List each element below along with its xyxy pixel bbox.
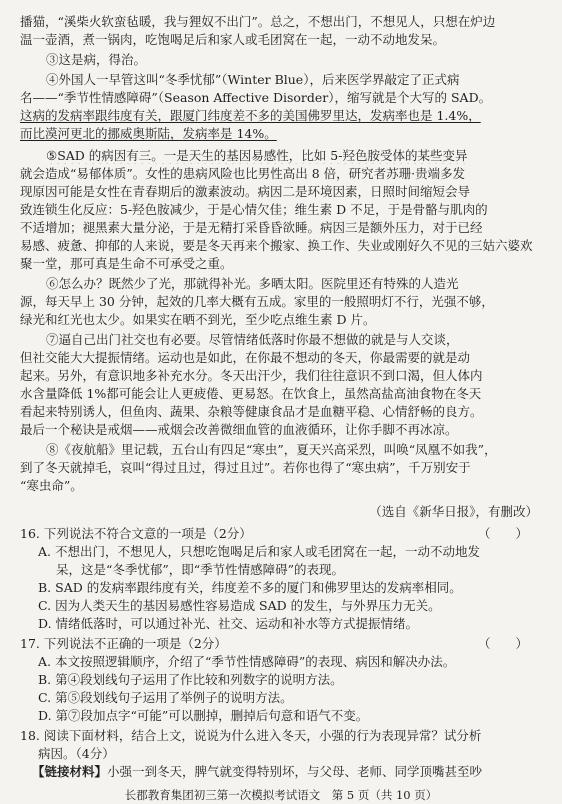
- option-d: D. 第⑦段加点字“可能”可以删掉，删掉后句意和语气不变。: [38, 708, 369, 723]
- passage-line: 不适增加；褪黑素大量分泌，于是无精打采昏昏欲睡。病因三是额外压力，对于已经: [20, 220, 483, 235]
- passage-line: 聚一堂，那可真是生命不可承受之重。: [20, 256, 233, 271]
- option-b: B. SAD 的发病率跟纬度有关，纬度差不多的厦门和佛罗里达的发病率相同。: [38, 580, 462, 595]
- option-c: C. 第⑤段划线句子运用了举例子的说明方法。: [38, 690, 293, 705]
- passage-line: 现原因可能是女性在青春期后的激素波动。病因二是环境因素，日照时间缩短会导: [20, 184, 471, 199]
- question-18-stem: 18. 阅读下面材料，结合上文，说说为什么进入冬天，小强的行为表现异常？试分析: [20, 728, 482, 743]
- passage-line: “寒虫命”。: [20, 478, 83, 493]
- option-d: D. 情绪低落时，可以通过补光、社交、运动和补水等方式提振情绪。: [38, 616, 419, 631]
- question-17-stem: 17. 下列说法不正确的一项是（2分）: [20, 636, 227, 651]
- passage-line: 起来。另外，有意识地多补充水分。冬天出汗少，我们往往意识不到口渴，但人体内: [20, 368, 483, 383]
- material-tag: 【链接材料】: [32, 764, 108, 779]
- option-b: B. 第④段划线句子运用了作比较和列数字的说明方法。: [38, 672, 343, 687]
- question-18-stem-cont: 病因。（4分）: [38, 746, 115, 761]
- option-c: C. 因为人类天生的基因易感性容易造成 SAD 的发生，与外界压力无关。: [38, 598, 441, 613]
- passage-line: 名——“季节性情感障碍”（Season Affective Disorder），缩写就是个大写的 SAD。: [20, 90, 492, 105]
- paragraph-4: ④外国人一早管这叫“冬季忧郁”（Winter Blue），后来医学界敲定了正式病: [46, 72, 460, 87]
- paragraph-7: ⑦逼自己出门社交也有必要。尽管情绪低落时你最不想做的就是与人交谈，: [46, 332, 459, 347]
- answer-paren: （ ）: [478, 636, 529, 651]
- underlined-sentence: 这病的发病率跟纬度有关，跟厦门纬度差不多的美国佛罗里达，发病率也是 1.4%，: [20, 108, 481, 123]
- question-16-stem: 16. 下列说法不符合文意的一项是（2分）: [20, 526, 252, 541]
- page-footer: 长郡教育集团初三第一次模拟考试语文 第 5 页（共 10 页）: [124, 788, 438, 802]
- source-citation: （选自《新华日报》，有删改）: [369, 504, 538, 519]
- passage-line: 致连锁生化反应：5-羟色胺减少，于是心情欠佳；维生素 D 不足，于是骨骼与肌肉的: [20, 202, 488, 217]
- passage-line: 绿光和红光也太少。如果实在晒不到光，至少吃点维生素 D 片。: [20, 312, 376, 327]
- passage-line: 易感、疲惫、抑郁的人来说，要是冬天再来个搬家、换工作、失业或刚好久不见的三姑六婆欢: [20, 238, 533, 253]
- passage-line: 水含量降低 1%都可能会让人更疲倦、更易怒。在饮食上，虽然高盐高油食物在冬天: [20, 386, 482, 401]
- option-a: A. 不想出门，不想见人，只想吃饱喝足后和家人或毛团窝在一起，一动不动地发: [38, 544, 480, 559]
- linked-material: [32, 764, 540, 780]
- paragraph-5: ⑤SAD 的病因有三。一是天生的基因易感性，比如 5-羟色胺受体的某些变异: [46, 148, 468, 163]
- passage-line: 就会造成“易郁体质”。女性的患病风险也比男性高出 8 倍，研究者苏珊·贵端多发: [20, 166, 466, 181]
- underlined-sentence: 而比漠河更北的挪威奥斯陆，发病率是 14%。: [20, 126, 277, 141]
- option-a: A. 本文按照逻辑顺序，介绍了“季节性情感障碍”的表现、病因和解决办法。: [38, 654, 456, 669]
- passage-line: 看起来特别诱人，但鱼肉、蔬果、杂粮等健康食品才是血糖平稳、心情舒畅的良方。: [20, 404, 483, 419]
- paragraph-8: ⑧《夜航船》里记载，五台山有四足“寒虫”，夏天兴高采烈，叫唤“凤凰不如我”，: [46, 442, 497, 457]
- passage-line: 但社交能大大提振情绪。运动也是如此，在你最不想动的冬天，你最需要的就是动: [20, 350, 471, 365]
- passage-line: 到了冬天就掉毛，哀叫“得过且过，得过且过”。若你也得了“寒虫病”，千万别安于: [20, 460, 471, 475]
- passage-line: 温一壶酒，煮一锅肉，吃饱喝足后和家人或毛团窝在一起，一动不动地发呆。: [20, 32, 446, 47]
- paragraph-6: ⑥怎么办？既然少了光，那就得补光。多晒太阳。医院里还有特殊的人造光: [46, 276, 459, 291]
- answer-paren: （ ）: [478, 526, 529, 541]
- option-a-cont: 呆，这是“冬季忧郁”，即“季节性情感障碍”的表现。: [56, 562, 345, 577]
- passage-line: 最后一个秘诀是戒烟——戒烟会改善微细血管的血液循环，让你手脚不再冰凉。: [20, 422, 458, 437]
- material-text: 小强一到冬天，脾气就变得特别坏，与父母、老师、同学顶嘴甚至吵: [107, 764, 483, 779]
- passage-line: 播猫，“溪柴火软蛮毡暖，我与狸奴不出门”。总之，不想出门，不想见人，只想在炉边: [20, 14, 496, 29]
- paragraph-3: ③这是病，得治。: [46, 52, 147, 67]
- passage-line: 源，每天早上 30 分钟，起效的几率大概有五成。家里的一般照明灯不行，光强不够，: [20, 294, 494, 309]
